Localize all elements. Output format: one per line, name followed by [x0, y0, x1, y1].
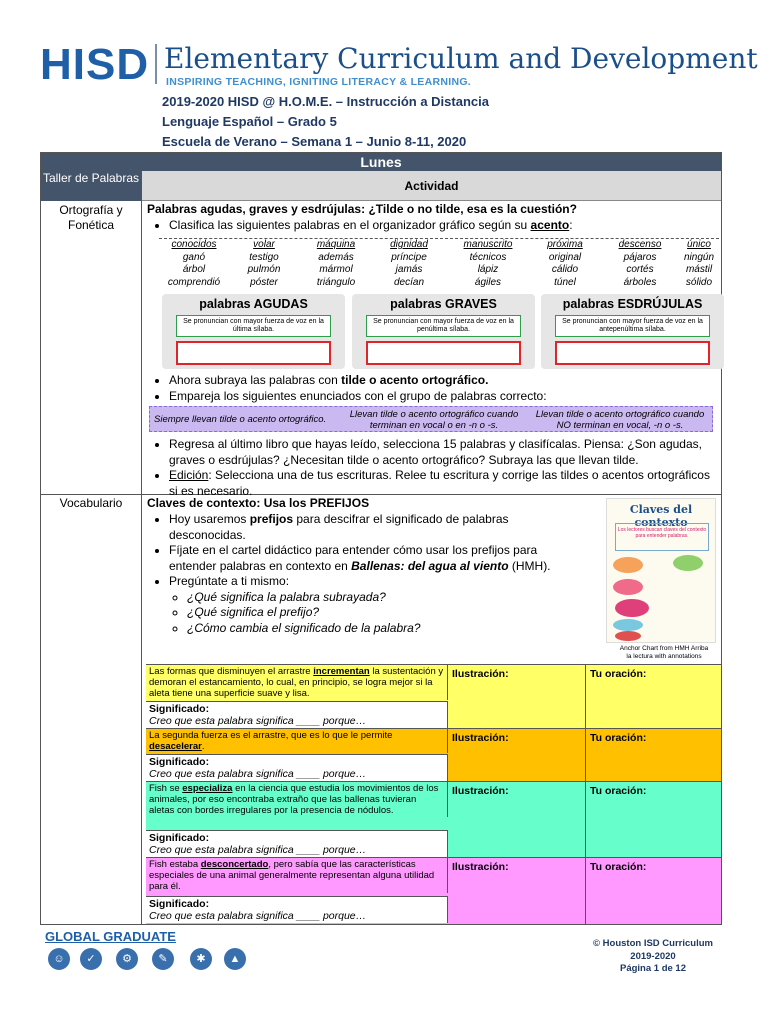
category-description: Se pronuncian con mayor fuerza de voz en la antepenúltima sílaba. — [555, 315, 710, 337]
sentence-text: , pero sabía que las características especiales de una animal generalmente representan alguna utilidad para él. — [149, 859, 435, 892]
significado-prompt: Creo que esta palabra significa ____ porque… — [149, 844, 367, 856]
target-word: especializa — [182, 783, 233, 794]
bullet-empareja: • Empareja los siguientes enunciados con el grupo de palabras correcto: — [169, 389, 707, 405]
graduation-cap-icon: ▲ — [224, 948, 246, 970]
category-title: palabras GRAVES — [390, 297, 497, 311]
word-column-head: descenso — [618, 239, 662, 250]
header-tagline: INSPIRING TEACHING, IGNITING LITERACY & LEARNING. — [166, 76, 472, 88]
bullet-bold: Ballenas: del agua al viento — [351, 558, 509, 573]
significado-prompt: Creo que esta palabra significa ____ porque… — [149, 715, 367, 727]
category-answer-box[interactable] — [176, 341, 331, 365]
vocabulario-bullets — [147, 512, 587, 636]
word-bank — [159, 238, 719, 288]
oracion-cell[interactable]: Tu oración: — [590, 732, 647, 744]
oracion-cell[interactable]: Tu oración: — [590, 861, 647, 873]
word: árboles — [623, 276, 657, 288]
ortografia-title: Palabras agudas, graves y esdrújulas: ¿Tilde o no tilde, esa es la cuestión? — [147, 202, 577, 216]
word: testigo — [249, 251, 279, 263]
word-column-head: máquina — [316, 239, 356, 250]
significado-box[interactable] — [146, 896, 448, 923]
match-statement: Llevan tilde o acento ortográfico cuando NO terminan en vocal, -n o -s. — [535, 409, 705, 431]
people-icon: ☺ — [48, 948, 70, 970]
word: ganó — [182, 251, 206, 263]
category-title: palabras ESDRÚJULAS — [562, 297, 703, 311]
context-sentence — [146, 665, 448, 700]
poster-text: Los lectores buscan claves del contexto para entender palabras. — [615, 523, 709, 551]
bullet-text: para descifrar el significado de palabras desconocidas. — [169, 512, 509, 542]
word-column — [605, 239, 675, 289]
sentence-text: Fish estaba — [149, 859, 201, 870]
sentence-text: en la ciencia que estudia los movimientos de los animales, por eso encontraba extraño que las ballenas tuvieran aletas con bordes irregulares por la presencia de nódulos. — [149, 783, 439, 816]
word: póster — [250, 276, 278, 288]
word-column-head: dignidad — [390, 239, 428, 250]
match-statement: Llevan tilde o acento ortográfico cuando terminan en vocal o en -n o -s. — [349, 409, 519, 431]
subheader-line2: Lenguaje Español – Grado 5 — [162, 114, 337, 129]
sentence-text: Las formas que disminuyen el arrastre — [149, 666, 314, 677]
category-esdrujulas — [541, 294, 724, 369]
target-word: desconcertado — [200, 859, 269, 870]
word-column — [159, 239, 229, 289]
target-word: desacelerar — [149, 741, 202, 752]
context-sentence — [146, 858, 448, 893]
significado-label: Significado: — [149, 756, 210, 768]
gears-icon: ⚙ — [116, 948, 138, 970]
word: triángulo — [316, 276, 356, 288]
lightbulb-icon: ✱ — [190, 948, 212, 970]
significado-box[interactable] — [146, 830, 448, 857]
checklist-icon: ✓ — [80, 948, 102, 970]
category-description: Se pronuncian con mayor fuerza de voz en la penúltima sílaba. — [366, 315, 521, 337]
significado-prompt: Creo que esta palabra significa ____ porque… — [149, 910, 367, 922]
match-statement: Siempre llevan tilde o acento ortográfico. — [154, 414, 327, 425]
bullet-text: Hoy usaremos — [169, 512, 250, 526]
word: lápiz — [477, 264, 499, 275]
bullet-bold: prefijos — [249, 512, 294, 526]
word: árbol — [182, 264, 206, 275]
ilustracion-cell[interactable]: Ilustración: — [448, 665, 586, 728]
word-column-head: conocidos — [171, 239, 217, 250]
ilustracion-cell[interactable]: Ilustración: — [448, 729, 586, 781]
ortografia-bullets-b — [147, 437, 717, 499]
word: túnel — [554, 276, 576, 288]
significado-prompt: Creo que esta palabra significa ____ porque… — [149, 768, 367, 780]
word: mástil — [685, 264, 713, 275]
word-column — [449, 239, 527, 289]
poster-shape — [673, 555, 703, 571]
category-agudas — [162, 294, 345, 369]
left-column-header — [41, 171, 141, 201]
sentence-text: La segunda fuerza es el arrastre, que es lo que le permite — [149, 730, 393, 741]
poster-credit: Anchor Chart from HMH Arriba la lectura with annotations — [619, 645, 709, 660]
lesson-table — [40, 152, 722, 925]
word: cálido — [551, 264, 579, 275]
question: ◦ ¿Cómo cambia el significado de la palabra? — [187, 621, 587, 637]
word-column — [231, 239, 297, 289]
word: ágiles — [474, 276, 502, 288]
vocab-row — [146, 781, 721, 857]
sentence-text: Fish se — [149, 783, 183, 794]
ilustracion-cell[interactable]: Ilustración: — [448, 782, 586, 857]
vocab-bullet — [169, 543, 587, 574]
global-graduate-link[interactable]: GLOBAL GRADUATE — [45, 929, 176, 944]
word: sólido — [685, 276, 713, 288]
ortografia-label: Ortografía y Fonética — [59, 203, 123, 232]
bullet-libro: • Regresa al último libro que hayas leído, selecciona 15 palabras y clasifícalas. Piensa: ¿Son agudas, graves o esdrújulas? ¿Necesitan tilde o acento ortográfico? Subraya las que llevan tilde. — [169, 437, 717, 468]
word: decían — [393, 276, 425, 288]
word: jamás — [395, 264, 423, 275]
vocabulario-label: Vocabulario — [59, 496, 123, 510]
category-answer-box[interactable] — [366, 341, 521, 365]
vocab-row — [146, 728, 721, 781]
word: mármol — [319, 264, 353, 275]
vocab-row — [146, 664, 721, 728]
word: comprendió — [167, 276, 221, 288]
poster-shape — [615, 599, 649, 617]
bullet-subraya — [169, 373, 707, 389]
significado-label: Significado: — [149, 832, 210, 844]
word: original — [548, 251, 582, 263]
category-graves — [352, 294, 535, 369]
question: ◦ ¿Qué significa la palabra subrayada? — [187, 590, 587, 606]
category-answer-box[interactable] — [555, 341, 710, 365]
oracion-cell[interactable]: Tu oración: — [590, 785, 647, 797]
ortografia-instructions — [147, 218, 707, 234]
poster-title: Claves del contexto — [629, 503, 693, 529]
vocab-bullet — [169, 512, 587, 543]
header-divider — [155, 44, 157, 84]
subheader-line3: Escuela de Verano – Semana 1 – Junio 8-11, 2020 — [162, 134, 467, 149]
footer-info — [578, 938, 728, 976]
vocabulario-title: Claves de contexto: Usa los PREFIJOS — [147, 496, 370, 510]
bullet-edicion-label: Edición — [169, 468, 209, 482]
copyright: © Houston ISD Curriculum — [593, 938, 713, 949]
footer-year: 2019-2020 — [630, 950, 676, 962]
page-number: Página 1 de 12 — [619, 963, 686, 974]
match-strip — [149, 406, 713, 432]
instruction-keyword: acento — [530, 218, 570, 232]
sentence-text: . — [201, 741, 205, 752]
word: ningún — [683, 251, 715, 263]
context-sentence — [146, 729, 448, 753]
word-column — [669, 239, 729, 289]
significado-box[interactable] — [146, 701, 448, 728]
subheader-line1: 2019-2020 HISD @ H.O.M.E. – Instrucción a Distancia — [162, 94, 489, 109]
hisd-logo: HISD — [40, 40, 150, 89]
word: cortés — [626, 264, 654, 275]
bullet-text: Ahora subraya las palabras con — [169, 373, 342, 387]
word-column-head: volar — [253, 239, 275, 250]
actividad-header: Actividad — [142, 171, 721, 201]
bullet-text: (HMH). — [508, 558, 551, 573]
vocab-bullet: • Pregúntate a ti mismo: — [169, 574, 587, 590]
vocab-row — [146, 857, 721, 924]
page-header — [40, 40, 758, 90]
header-title: Elementary Curriculum and Development — [164, 42, 758, 75]
bullet-text: Fíjate en el cartel didáctico para entender cómo usar los prefijos para entender palabras en contexto en — [169, 543, 538, 573]
left-column — [41, 171, 142, 924]
word: además — [318, 251, 354, 263]
question: ◦ ¿Qué significa el prefijo? — [187, 605, 587, 621]
sentence-text: la sustentación y demoran el estancamiento, lo cual, en principio, se logra mejor si la aleta tiene una superficie suave y lisa. — [149, 666, 444, 699]
instruction-text: Clasifica las siguientes palabras en el organizador gráfico según su — [169, 218, 531, 232]
word-column — [374, 239, 444, 289]
left-column-header-label: Taller de Palabras — [42, 171, 140, 185]
bullet-edicion-text: : Selecciona una de tus escrituras. Relee tu escritura y corrige las tildes o acentos ortográficos si es necesario. — [169, 468, 710, 498]
poster-shape — [615, 631, 641, 641]
day-header: Lunes — [41, 153, 721, 171]
context-sentence — [146, 782, 448, 817]
anchor-chart-poster — [606, 498, 716, 643]
ilustracion-cell[interactable]: Ilustración: — [448, 858, 586, 924]
poster-shape — [613, 619, 643, 631]
word: técnicos — [469, 251, 507, 263]
oracion-cell[interactable]: Tu oración: — [590, 668, 647, 680]
ortografia-bullets-a — [147, 373, 707, 404]
poster-shape — [613, 557, 643, 573]
speech-icon: ✎ — [152, 948, 174, 970]
word: príncipe — [391, 251, 427, 263]
category-description: Se pronuncian con mayor fuerza de voz en la última sílaba. — [176, 315, 331, 337]
bullet-edicion — [169, 468, 717, 499]
instruction-bullet — [169, 218, 707, 234]
target-word: incrementan — [313, 666, 370, 677]
poster-shape — [613, 579, 643, 595]
word-column — [301, 239, 371, 289]
word-column — [531, 239, 599, 289]
word-column-head: único — [687, 239, 711, 250]
word: pulmón — [247, 264, 281, 275]
instruction-colon: : — [569, 218, 573, 232]
significado-label: Significado: — [149, 703, 210, 715]
word: pájaros — [623, 251, 657, 263]
category-title: palabras AGUDAS — [199, 297, 308, 311]
bullet-bold: tilde o acento ortográfico. — [341, 373, 489, 387]
word-column-head: manuscrito — [463, 239, 513, 250]
word-column-head: próxima — [547, 239, 583, 250]
significado-label: Significado: — [149, 898, 210, 910]
significado-box[interactable] — [146, 754, 448, 781]
subheader — [162, 92, 489, 152]
